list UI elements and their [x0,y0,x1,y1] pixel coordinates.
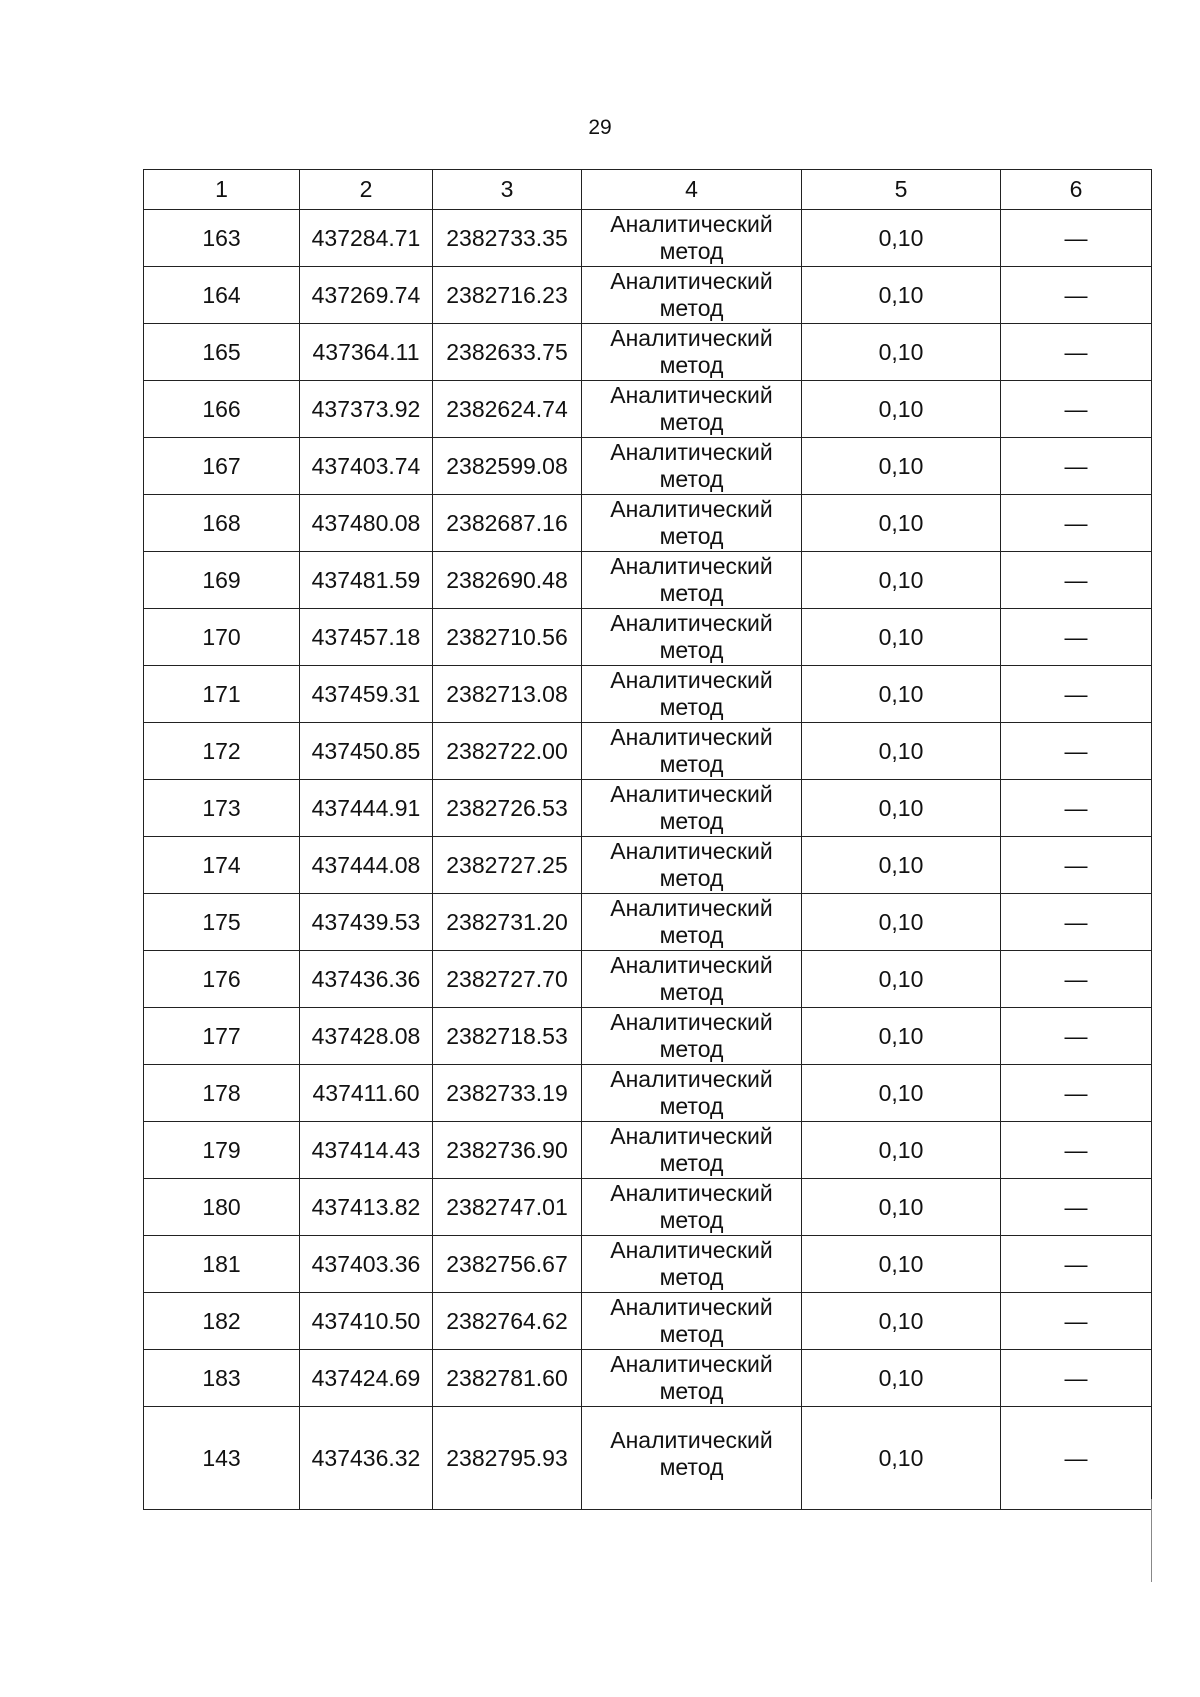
note-cell: — [1001,780,1152,837]
method-line-2: метод [659,979,724,1005]
method-line-1: Аналитический [610,1237,773,1263]
point-number-cell: 163 [144,210,300,267]
accuracy-cell: 0,10 [802,552,1001,609]
table-row [144,1350,1152,1407]
method-cell [582,951,802,1008]
accuracy-cell: 0,10 [802,1293,1001,1350]
accuracy-cell: 0,10 [802,267,1001,324]
y-coordinate-cell: 2382733.19 [433,1065,582,1122]
note-cell: — [1001,666,1152,723]
method-line-2: метод [659,1321,724,1347]
note-cell: — [1001,609,1152,666]
table-row [144,552,1152,609]
y-coordinate-cell: 2382713.08 [433,666,582,723]
x-coordinate-cell: 437411.60 [300,1065,433,1122]
table-row [144,324,1152,381]
method-cell [582,210,802,267]
y-coordinate-cell: 2382633.75 [433,324,582,381]
method-line-1: Аналитический [610,553,773,579]
header-row [144,170,1152,210]
table-row [144,1122,1152,1179]
header-cell-5: 5 [802,170,1001,210]
y-coordinate-cell: 2382733.35 [433,210,582,267]
accuracy-cell: 0,10 [802,1065,1001,1122]
y-coordinate-cell: 2382624.74 [433,381,582,438]
method-line-2: метод [659,694,724,720]
y-coordinate-cell: 2382795.93 [433,1407,582,1510]
x-coordinate-cell: 437403.36 [300,1236,433,1293]
point-number-cell: 173 [144,780,300,837]
method-line-2: метод [659,1378,724,1404]
table-row [144,1065,1152,1122]
y-coordinate-cell: 2382731.20 [433,894,582,951]
accuracy-cell: 0,10 [802,780,1001,837]
accuracy-cell: 0,10 [802,1236,1001,1293]
method-line-1: Аналитический [610,382,773,408]
method-line-1: Аналитический [610,952,773,978]
y-coordinate-cell: 2382690.48 [433,552,582,609]
table-row [144,609,1152,666]
note-cell: — [1001,438,1152,495]
point-number-cell: 182 [144,1293,300,1350]
method-line-1: Аналитический [610,610,773,636]
y-coordinate-cell: 2382722.00 [433,723,582,780]
method-cell [582,1293,802,1350]
point-number-cell: 143 [144,1407,300,1510]
table-row [144,951,1152,1008]
note-cell: — [1001,1065,1152,1122]
y-coordinate-cell: 2382781.60 [433,1350,582,1407]
table-row [144,666,1152,723]
x-coordinate-cell: 437450.85 [300,723,433,780]
note-cell: — [1001,1293,1152,1350]
accuracy-cell: 0,10 [802,666,1001,723]
method-cell [582,780,802,837]
point-number-cell: 179 [144,1122,300,1179]
point-number-cell: 164 [144,267,300,324]
method-line-1: Аналитический [610,1066,773,1092]
x-coordinate-cell: 437413.82 [300,1179,433,1236]
method-cell [582,609,802,666]
method-line-2: метод [659,637,724,663]
method-cell [582,267,802,324]
method-line-1: Аналитический [610,211,773,237]
x-coordinate-cell: 437459.31 [300,666,433,723]
accuracy-cell: 0,10 [802,1407,1001,1510]
method-cell [582,324,802,381]
table-row [144,837,1152,894]
table-row [144,1407,1152,1510]
point-number-cell: 178 [144,1065,300,1122]
table-row [144,1179,1152,1236]
y-coordinate-cell: 2382764.62 [433,1293,582,1350]
accuracy-cell: 0,10 [802,837,1001,894]
y-coordinate-cell: 2382726.53 [433,780,582,837]
note-cell: — [1001,210,1152,267]
note-cell: — [1001,837,1152,894]
x-coordinate-cell: 437457.18 [300,609,433,666]
x-coordinate-cell: 437373.92 [300,381,433,438]
note-cell: — [1001,1179,1152,1236]
note-cell: — [1001,1236,1152,1293]
point-number-cell: 183 [144,1350,300,1407]
method-cell [582,1407,802,1510]
method-cell [582,894,802,951]
method-line-1: Аналитический [610,1427,773,1453]
method-cell [582,1122,802,1179]
x-coordinate-cell: 437364.11 [300,324,433,381]
table-row [144,495,1152,552]
y-coordinate-cell: 2382599.08 [433,438,582,495]
accuracy-cell: 0,10 [802,723,1001,780]
x-coordinate-cell: 437284.71 [300,210,433,267]
method-line-2: метод [659,295,724,321]
table-row [144,1293,1152,1350]
method-line-1: Аналитический [610,268,773,294]
point-number-cell: 172 [144,723,300,780]
point-number-cell: 168 [144,495,300,552]
point-number-cell: 180 [144,1179,300,1236]
accuracy-cell: 0,10 [802,381,1001,438]
point-number-cell: 170 [144,609,300,666]
table-row [144,1008,1152,1065]
accuracy-cell: 0,10 [802,1350,1001,1407]
point-number-cell: 175 [144,894,300,951]
point-number-cell: 174 [144,837,300,894]
method-line-2: метод [659,808,724,834]
header-cell-1: 1 [144,170,300,210]
method-line-2: метод [659,1036,724,1062]
point-number-cell: 167 [144,438,300,495]
point-number-cell: 169 [144,552,300,609]
method-cell [582,1008,802,1065]
note-cell: — [1001,1407,1152,1510]
accuracy-cell: 0,10 [802,495,1001,552]
method-line-2: метод [659,1150,724,1176]
method-cell [582,666,802,723]
method-line-2: метод [659,352,724,378]
y-coordinate-cell: 2382736.90 [433,1122,582,1179]
table-row [144,438,1152,495]
method-line-2: метод [659,1093,724,1119]
x-coordinate-cell: 437414.43 [300,1122,433,1179]
x-coordinate-cell: 437444.91 [300,780,433,837]
point-number-cell: 181 [144,1236,300,1293]
method-line-1: Аналитический [610,1351,773,1377]
y-coordinate-cell: 2382756.67 [433,1236,582,1293]
accuracy-cell: 0,10 [802,1122,1001,1179]
method-line-1: Аналитический [610,1180,773,1206]
note-cell: — [1001,951,1152,1008]
y-coordinate-cell: 2382727.25 [433,837,582,894]
note-cell: — [1001,1008,1152,1065]
method-line-2: метод [659,1264,724,1290]
method-line-1: Аналитический [610,439,773,465]
method-line-2: метод [659,1207,724,1233]
method-line-2: метод [659,922,724,948]
method-cell [582,723,802,780]
method-cell [582,837,802,894]
accuracy-cell: 0,10 [802,1179,1001,1236]
point-number-cell: 176 [144,951,300,1008]
header-cell-3: 3 [433,170,582,210]
page-edge-line [1151,1499,1152,1582]
coordinates-table [143,169,1152,1510]
method-line-2: метод [659,523,724,549]
table-body [144,170,1152,1510]
table-row [144,381,1152,438]
method-line-1: Аналитический [610,667,773,693]
method-line-1: Аналитический [610,1294,773,1320]
method-cell [582,1179,802,1236]
table-row [144,210,1152,267]
note-cell: — [1001,381,1152,438]
method-line-2: метод [659,409,724,435]
note-cell: — [1001,324,1152,381]
x-coordinate-cell: 437424.69 [300,1350,433,1407]
y-coordinate-cell: 2382687.16 [433,495,582,552]
accuracy-cell: 0,10 [802,324,1001,381]
method-line-1: Аналитический [610,724,773,750]
method-cell [582,1236,802,1293]
x-coordinate-cell: 437436.36 [300,951,433,1008]
method-cell [582,495,802,552]
method-line-2: метод [659,751,724,777]
x-coordinate-cell: 437481.59 [300,552,433,609]
note-cell: — [1001,495,1152,552]
method-cell [582,1350,802,1407]
method-line-2: метод [659,1454,724,1480]
method-line-2: метод [659,466,724,492]
point-number-cell: 177 [144,1008,300,1065]
method-line-2: метод [659,865,724,891]
accuracy-cell: 0,10 [802,1008,1001,1065]
note-cell: — [1001,267,1152,324]
point-number-cell: 171 [144,666,300,723]
table-row [144,1236,1152,1293]
method-cell [582,1065,802,1122]
method-line-1: Аналитический [610,1009,773,1035]
method-line-2: метод [659,580,724,606]
accuracy-cell: 0,10 [802,438,1001,495]
accuracy-cell: 0,10 [802,210,1001,267]
method-cell [582,438,802,495]
x-coordinate-cell: 437480.08 [300,495,433,552]
table-row [144,723,1152,780]
point-number-cell: 165 [144,324,300,381]
header-cell-2: 2 [300,170,433,210]
method-line-1: Аналитический [610,781,773,807]
point-number-cell: 166 [144,381,300,438]
method-cell [582,552,802,609]
method-line-1: Аналитический [610,496,773,522]
method-line-1: Аналитический [610,1123,773,1149]
x-coordinate-cell: 437439.53 [300,894,433,951]
method-line-1: Аналитический [610,325,773,351]
accuracy-cell: 0,10 [802,609,1001,666]
x-coordinate-cell: 437428.08 [300,1008,433,1065]
note-cell: — [1001,1350,1152,1407]
note-cell: — [1001,552,1152,609]
note-cell: — [1001,723,1152,780]
y-coordinate-cell: 2382710.56 [433,609,582,666]
accuracy-cell: 0,10 [802,894,1001,951]
method-line-1: Аналитический [610,895,773,921]
method-line-2: метод [659,238,724,264]
y-coordinate-cell: 2382747.01 [433,1179,582,1236]
note-cell: — [1001,894,1152,951]
note-cell: — [1001,1122,1152,1179]
header-cell-6: 6 [1001,170,1152,210]
y-coordinate-cell: 2382718.53 [433,1008,582,1065]
header-cell-4: 4 [582,170,802,210]
y-coordinate-cell: 2382716.23 [433,267,582,324]
table-row [144,894,1152,951]
x-coordinate-cell: 437403.74 [300,438,433,495]
table-row [144,267,1152,324]
x-coordinate-cell: 437410.50 [300,1293,433,1350]
x-coordinate-cell: 437269.74 [300,267,433,324]
accuracy-cell: 0,10 [802,951,1001,1008]
x-coordinate-cell: 437436.32 [300,1407,433,1510]
page-number: 29 [588,116,612,139]
method-line-1: Аналитический [610,838,773,864]
x-coordinate-cell: 437444.08 [300,837,433,894]
y-coordinate-cell: 2382727.70 [433,951,582,1008]
table-row [144,780,1152,837]
method-cell [582,381,802,438]
